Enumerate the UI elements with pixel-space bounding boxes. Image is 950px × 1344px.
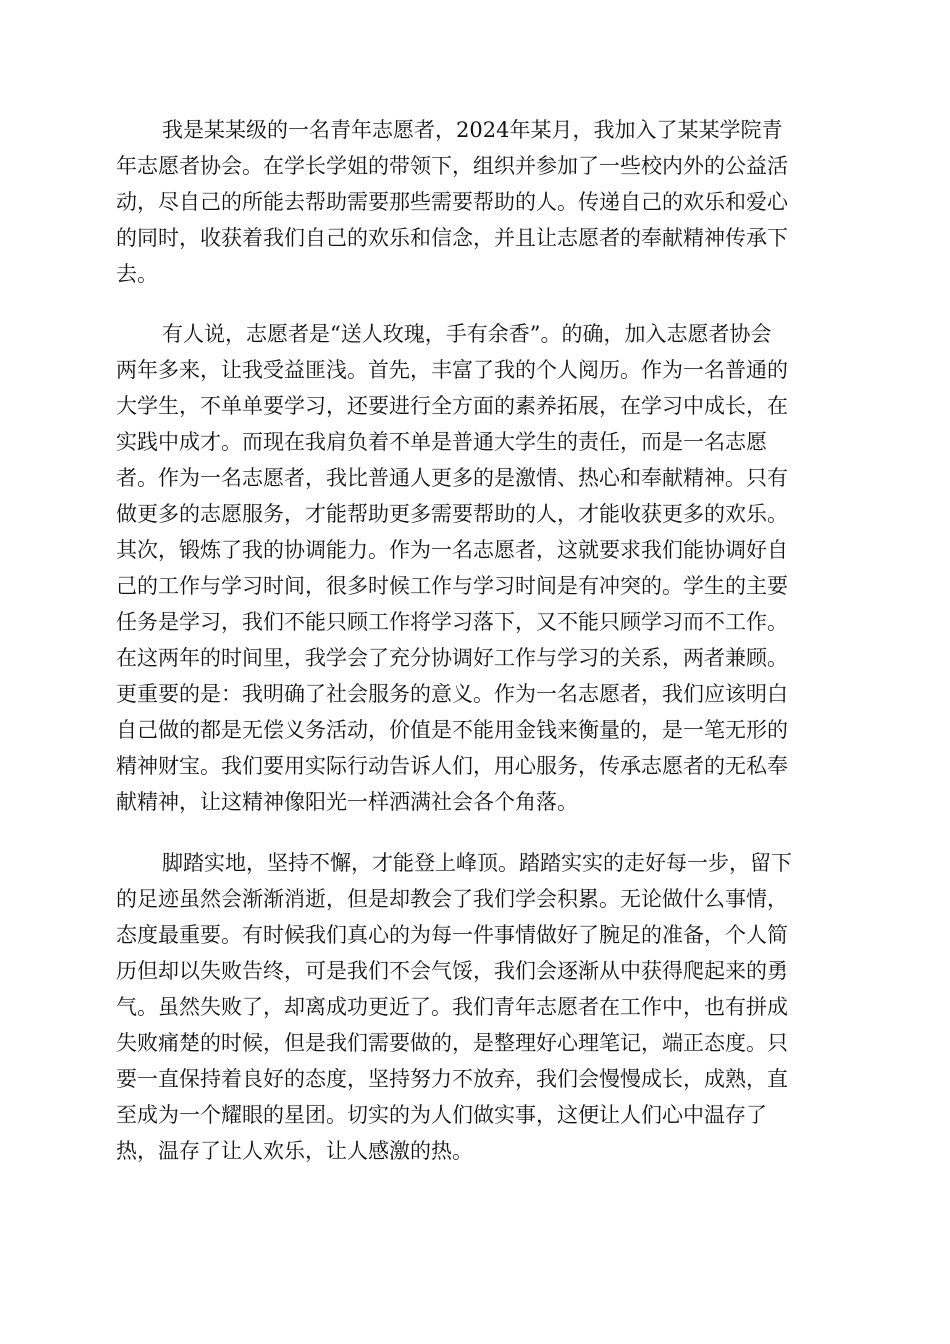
- paragraph-line: 更重要的是：我明确了社会服务的意义。作为一名志愿者，我们应该明白: [116, 682, 788, 706]
- paragraph-line: 要一直保持着良好的态度，坚持努力不放弃，我们会慢慢成长，成熟，直: [116, 1067, 788, 1091]
- paragraph-line: 其次，锻炼了我的协调能力。作为一名志愿者，这就要求我们能协调好自: [116, 538, 788, 562]
- paragraph-line: 的同时，收获着我们自己的欢乐和信念，并且让志愿者的奉献精神传承下: [116, 226, 788, 250]
- paragraph-line: 去。: [116, 262, 158, 286]
- paragraph-line: 至成为一个耀眼的星团。切实的为人们做实事，这便让人们心中温存了: [116, 1103, 767, 1127]
- paragraph-line: 失败痛楚的时候，但是我们需要做的，是整理好心理笔记，端正态度。只: [116, 1031, 788, 1055]
- paragraph-line: 者。作为一名志愿者，我比普通人更多的是激情、热心和奉献精神。只有: [116, 466, 788, 490]
- paragraph-line: 我是某某级的一名青年志愿者，2024年某月，我加入了某某学院青: [162, 118, 783, 142]
- paragraph-line: 的足迹虽然会渐渐消逝，但是却教会了我们学会积累。无论做什么事情，: [116, 887, 788, 911]
- paragraph-line: 脚踏实地，坚持不懈，才能登上峰顶。踏踏实实的走好每一步，留下: [162, 851, 792, 875]
- paragraph-line: 己的工作与学习时间，很多时候工作与学习时间是有冲突的。学生的主要: [116, 574, 788, 598]
- paragraph-line: 有人说，志愿者是“送人玫瑰，手有余香”。的确，加入志愿者协会: [162, 322, 772, 346]
- paragraph-line: 两年多来，让我受益匪浅。首先，丰富了我的个人阅历。作为一名普通的: [116, 358, 788, 382]
- paragraph-line: 在这两年的时间里，我学会了充分协调好工作与学习的关系，两者兼顾。: [116, 646, 788, 670]
- paragraph-line: 态度最重要。有时候我们真心的为每一件事情做好了腕足的准备，个人简: [116, 923, 788, 947]
- paragraph-line: 实践中成才。而现在我肩负着不单是普通大学生的责任，而是一名志愿: [116, 430, 767, 454]
- paragraph-line: 献精神，让这精神像阳光一样洒满社会各个角落。: [116, 790, 578, 814]
- paragraph-line: 任务是学习，我们不能只顾工作将学习落下，又不能只顾学习而不工作。: [116, 610, 788, 634]
- paragraph-line: 热，温存了让人欢乐，让人感激的热。: [116, 1139, 473, 1163]
- paragraph-line: 做更多的志愿服务，才能帮助更多需要帮助的人，才能收获更多的欢乐。: [116, 502, 788, 526]
- paragraph-line: 自己做的都是无偿义务活动，价值是不能用金钱来衡量的，是一笔无形的: [116, 718, 788, 742]
- paragraph-line: 年志愿者协会。在学长学姐的带领下，组织并参加了一些校内外的公益活: [116, 154, 788, 178]
- paragraph-line: 大学生，不单单要学习，还要进行全方面的素养拓展，在学习中成长，在: [116, 394, 788, 418]
- paragraph-line: 动，尽自己的所能去帮助需要那些需要帮助的人。传递自己的欢乐和爱心: [116, 190, 788, 214]
- paragraph-line: 历但却以失败告终，可是我们不会气馁，我们会逐渐从中获得爬起来的勇: [116, 959, 788, 983]
- paragraph-line: 精神财宝。我们要用实际行动告诉人们，用心服务，传承志愿者的无私奉: [116, 754, 788, 778]
- paragraph-line: 气。虽然失败了，却离成功更近了。我们青年志愿者在工作中，也有拼成: [116, 995, 788, 1019]
- paragraph-3: [116, 845, 836, 1169]
- paragraph-2: [116, 316, 836, 820]
- paragraph-1: [116, 112, 836, 292]
